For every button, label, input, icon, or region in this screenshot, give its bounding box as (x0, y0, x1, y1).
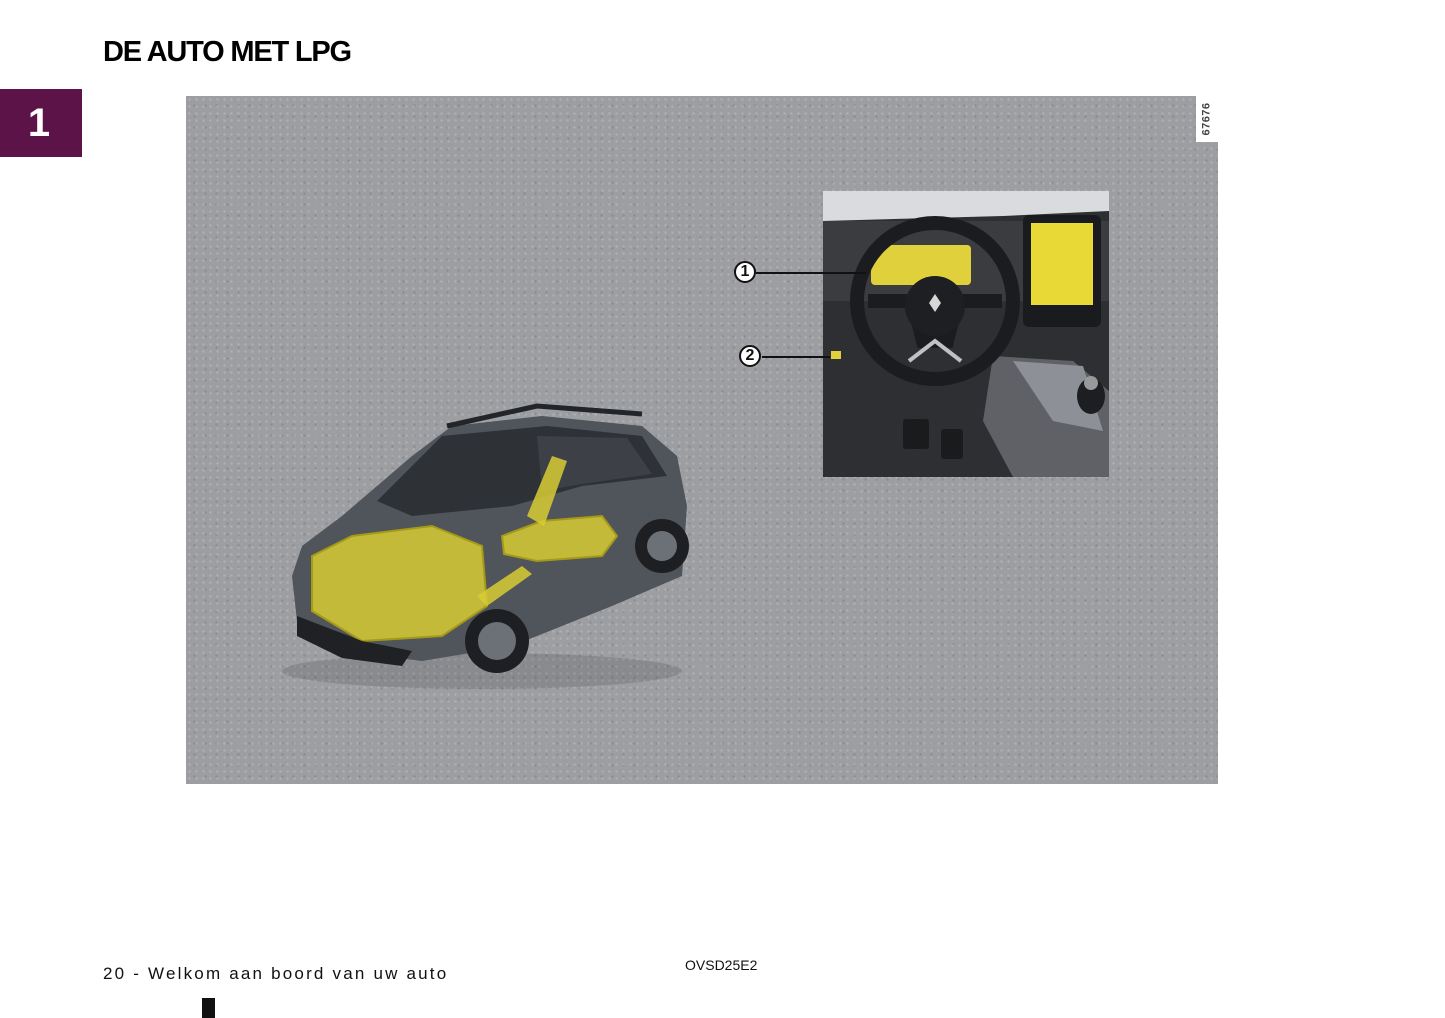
figure-reference-code: 67676 (1196, 96, 1218, 142)
page-marker (202, 998, 215, 1018)
car-illustration (282, 396, 702, 696)
callout-2-line (762, 356, 830, 358)
callout-2: 2 (739, 345, 761, 367)
cabin-illustration (823, 191, 1109, 477)
document-code: OVSD25E2 (685, 957, 758, 973)
page-title: DE AUTO MET LPG (103, 36, 351, 68)
lpg-figure (186, 96, 1218, 784)
cabin-inset (823, 191, 1109, 477)
footer-page-label: 20 - Welkom aan boord van uw auto (103, 964, 449, 983)
callout-1-line (756, 272, 866, 274)
callout-1: 1 (734, 261, 756, 283)
chapter-number: 1 (27, 100, 51, 145)
chapter-tab (0, 89, 82, 157)
